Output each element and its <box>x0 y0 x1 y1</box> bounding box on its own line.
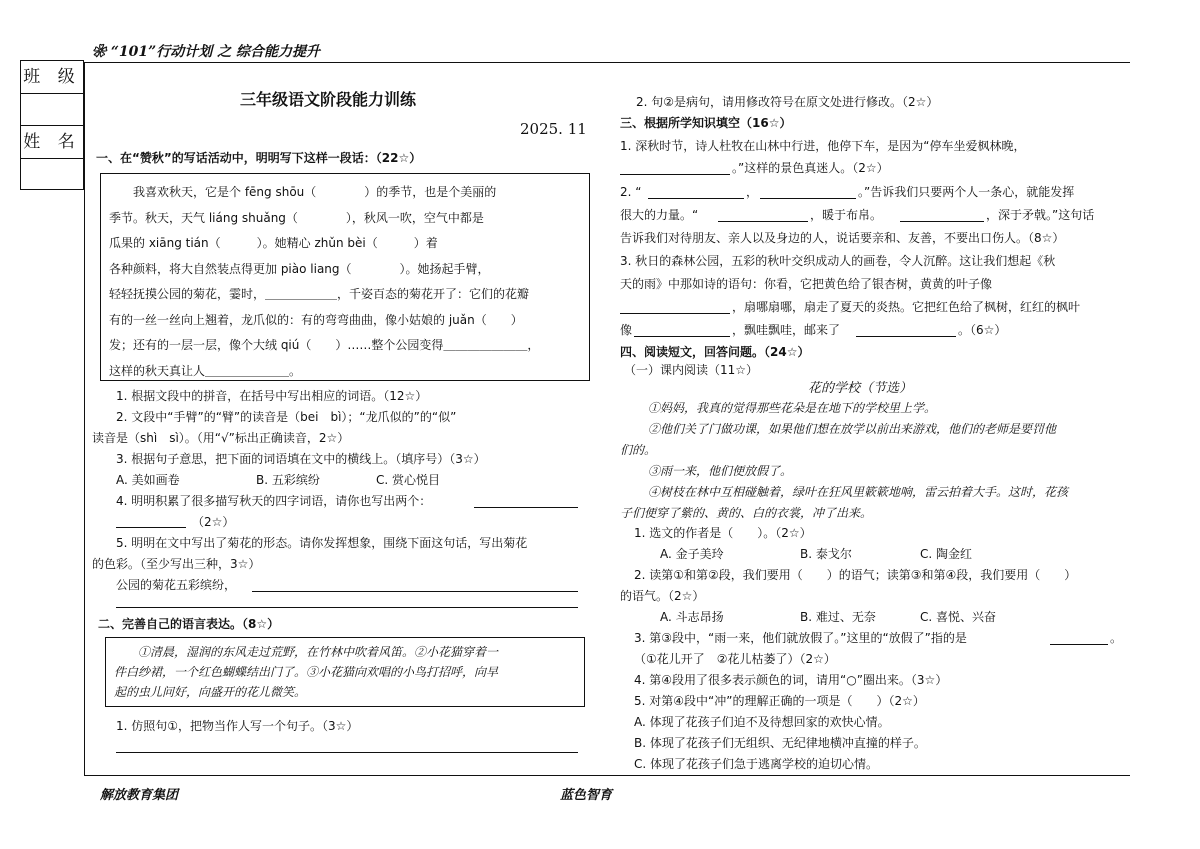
s3-question-3d-c: 。（6☆） <box>958 323 1007 337</box>
class-field[interactable] <box>21 94 83 127</box>
s3-question-3b: 天的雨》中那如诗的语句：你看，它把黄色给了银杏树，黄黄的叶子像 <box>620 277 993 291</box>
s3-question-1b: 。”这样的景色真迷人。（2☆） <box>732 161 889 175</box>
reading-question-3a: 3. 第③段中，“雨一来，他们就放假了。”这里的“放假了”指的是 <box>634 631 967 645</box>
s2-question-1: 1. 仿照句①，把物当作人写一个句子。（3☆） <box>116 719 359 733</box>
reading-question-1: 1. 选文的作者是（ ）。（2☆） <box>634 526 812 540</box>
passage-line: 我喜欢秋天，它是个 fēng shōu（ ）的季节，也是个美丽的 <box>133 185 497 199</box>
s3-question-2b-start: 很大的力量。“ <box>620 208 699 222</box>
section4-subheading: （一）课内阅读（11☆） <box>624 363 759 377</box>
s3-question-2b-end: ，深于矛戟。”这句话 <box>986 208 1095 222</box>
rq3-answer-line[interactable] <box>1050 644 1108 645</box>
s3-question-2c: 告诉我们对待朋友、亲人以及身边的人，说话要亲和、友善，不要出口伤人。（8☆） <box>620 231 1065 245</box>
article-para-4a: ④树枝在林中互相碰触着，绿叶在狂风里簌簌地响，雷云拍着大手。这时，花孩 <box>648 485 1069 499</box>
s3-question-1a: 1. 深秋时节，诗人杜牧在山林中行进，他停下车，是因为“停车坐爱枫林晚， <box>620 139 1026 153</box>
passage-line: 有的一丝一丝向上翘着，龙爪似的：有的弯弯曲曲，像小姑娘的 juǎn（ ） <box>109 312 523 327</box>
rq5-option-a: A. 体现了花孩子们迫不及待想回家的欢快心情。 <box>634 715 890 729</box>
name-field[interactable] <box>21 159 83 192</box>
s3-question-3c: ，扇哪扇哪，扇走了夏天的炎热。它把红色给了枫树，红红的枫叶 <box>732 300 1081 314</box>
class-label: 班 级 <box>21 61 83 94</box>
s3-q2-answer-line-3[interactable] <box>718 221 808 222</box>
section1-heading: 一、在“赞秋”的写话活动中，明明写下这样一段话：（22☆） <box>96 151 422 165</box>
rq1-option-a: A. 金子美玲 <box>660 547 724 561</box>
s1-question-2b: 读音是（shì sì）。（用“√”标出正确读音，2☆） <box>92 431 350 445</box>
section3-heading: 三、根据所学知识填空（16☆） <box>620 116 792 130</box>
reading-question-5: 5. 对第④段中“冲”的理解正确的一项是（ ）（2☆） <box>634 694 925 708</box>
article-para-2a: ②他们关了门做功课，如果他们想在放学以前出来游戏，他们的老师是要罚他 <box>648 422 1057 436</box>
reading-question-2a: 2. 读第①和第②段，我们要用（ ）的语气；读第③和第④段，我们要用（ ） <box>634 568 1077 582</box>
section2-heading: 二、完善自己的语言表达。（8☆） <box>98 617 280 631</box>
s3-q2-answer-line-4[interactable] <box>900 221 984 222</box>
header-text: “101”行动计划 之 综合能力提升 <box>110 44 320 60</box>
header-logo-icon: ❀ <box>92 44 106 60</box>
s3-q2-answer-line-1[interactable] <box>648 198 744 199</box>
section2-text-box <box>105 637 585 707</box>
s3-q1-answer-line[interactable] <box>620 174 730 175</box>
rq1-option-b: B. 泰戈尔 <box>800 547 852 561</box>
s1-question-1: 1. 根据文段中的拼音，在括号中写出相应的词语。（12☆） <box>116 389 428 403</box>
s1-question-4a: 4. 明明积累了很多描写秋天的四字词语，请你也写出两个： <box>116 494 432 508</box>
rq5-option-b: B. 体现了花孩子们无组织、无纪律地横冲直撞的样子。 <box>634 736 926 750</box>
footer-brand: 蓝色智育 <box>560 788 613 803</box>
s3-question-3a: 3. 秋日的森林公园，五彩的秋叶交织成动人的画卷，令人沉醉。这让我们想起《秋 <box>620 254 1056 268</box>
rq2-option-b: B. 难过、无奈 <box>800 610 876 624</box>
s1-question-3-option-a: A. 美如画卷 <box>116 473 180 487</box>
s1-question-3: 3. 根据句子意思，把下面的词语填在文中的横线上。（填序号）（3☆） <box>116 452 486 466</box>
reading-question-4: 4. 第④段用了很多表示颜色的词，请用“○”圈出来。（3☆） <box>634 673 948 687</box>
exam-date: 2025. 11 <box>520 120 587 138</box>
reading-question-3c: （①花儿开了 ②花儿枯萎了）（2☆） <box>634 652 836 666</box>
s3-question-2a-mid: ， <box>746 185 759 199</box>
passage-line: 这样的秋天真让人＿＿＿＿＿＿＿。 <box>109 363 302 378</box>
s3-q3-answer-line-2[interactable] <box>634 336 730 337</box>
s1-question-4b: （2☆） <box>192 515 235 529</box>
q4-answer-line-1[interactable] <box>474 507 578 508</box>
s3-q2-answer-line-2[interactable] <box>760 198 856 199</box>
s1-question-5b: 的色彩。（至少写出三种，3☆） <box>92 557 261 571</box>
s2-answer-line[interactable] <box>116 752 578 753</box>
article-para-1: ①妈妈，我真的觉得那些花朵是在地下的学校里上学。 <box>648 401 937 415</box>
footer-publisher: 解放教育集团 <box>100 788 179 803</box>
box-line: 件白纱裙，一个红色蝴蝶结出门了。③小花猫向欢唱的小鸟打招呼，向早 <box>114 665 499 679</box>
rq5-option-c: C. 体现了花孩子们急于逃离学校的迫切心情。 <box>634 757 879 771</box>
s1-question-3-option-c: C. 赏心悦目 <box>376 473 441 487</box>
passage-line: 轻轻抚摸公园的菊花，霎时，＿＿＿＿＿＿，千姿百态的菊花开了：它们的花瓣 <box>109 287 530 301</box>
q5-answer-line-2[interactable] <box>116 607 578 608</box>
section1-passage <box>100 173 590 381</box>
s3-question-2a-start: 2. “ <box>620 185 642 199</box>
s1-question-2a: 2. 文段中“手臂”的“臂”的读音是（bei bì）；“龙爪似的”的“似” <box>116 410 457 424</box>
student-info-box <box>20 60 84 190</box>
rq1-option-c: C. 陶金红 <box>920 547 973 561</box>
page-title: 三年级语文阶段能力训练 <box>240 90 417 109</box>
rq2-option-a: A. 斗志昂扬 <box>660 610 724 624</box>
article-para-3: ③雨一来，他们便放假了。 <box>648 464 793 478</box>
section4-heading: 四、阅读短文，回答问题。（24☆） <box>620 345 810 359</box>
s3-question-2b-mid: ，暖于布帛。 <box>810 208 883 222</box>
s3-question-2a-end: 。”告诉我们只要两个人一条心，就能发挥 <box>858 185 1075 199</box>
q5-answer-line-1[interactable] <box>252 591 578 592</box>
header-title <box>92 42 320 64</box>
rq2-option-c: C. 喜悦、兴奋 <box>920 610 997 624</box>
s3-q3-answer-line-1[interactable] <box>620 313 730 314</box>
s3-q3-answer-line-3[interactable] <box>856 336 956 337</box>
box-line: ①清晨，湿润的东风走过荒野，在竹林中吹着风笛。②小花猫穿着一 <box>138 645 499 659</box>
article-title: 花的学校（节选） <box>808 381 913 396</box>
passage-line: 季节。秋天，天气 liáng shuǎng（ ），秋风一吹，空气中都是 <box>109 210 484 225</box>
article-para-2b: 们的。 <box>620 443 657 457</box>
s1-question-5a: 5. 明明在文中写出了菊花的形态。请你发挥想象，围绕下面这句话，写出菊花 <box>116 536 528 550</box>
reading-question-2b: 的语气。（2☆） <box>620 589 705 603</box>
s3-question-3d-a: 像 <box>620 323 633 337</box>
name-label: 姓 名 <box>21 126 83 159</box>
left-margin-rule <box>84 62 85 776</box>
s2-question-2: 2. 句②是病句，请用修改符号在原文处进行修改。（2☆） <box>636 95 939 109</box>
s1-question-3-option-b: B. 五彩缤纷 <box>256 473 320 487</box>
passage-line: 各种颜料，将大自然装点得更加 piào liang（ ）。她扬起手臂， <box>109 261 490 276</box>
passage-line: 瓜果的 xiāng tián（ ）。她精心 zhǔn bèi（ ）着 <box>109 236 438 250</box>
box-line: 起的虫儿问好，向盛开的花儿微笑。 <box>114 685 307 699</box>
header-rule <box>84 62 1130 63</box>
q4-answer-line-2[interactable] <box>116 527 186 528</box>
passage-line: 发；还有的一层一层，像个大绒 qiú（ ）……整个公园变得＿＿＿＿＿＿＿， <box>109 338 540 352</box>
s1-question-5c: 公园的菊花五彩缤纷， <box>116 578 237 592</box>
s3-question-3d-b: ，飘哇飘哇，邮来了 <box>732 323 841 337</box>
article-para-4b: 子们便穿了紫的、黄的、白的衣裳，冲了出来。 <box>620 506 873 520</box>
footer-rule <box>84 775 1130 776</box>
reading-question-3b: 。 <box>1110 631 1123 645</box>
